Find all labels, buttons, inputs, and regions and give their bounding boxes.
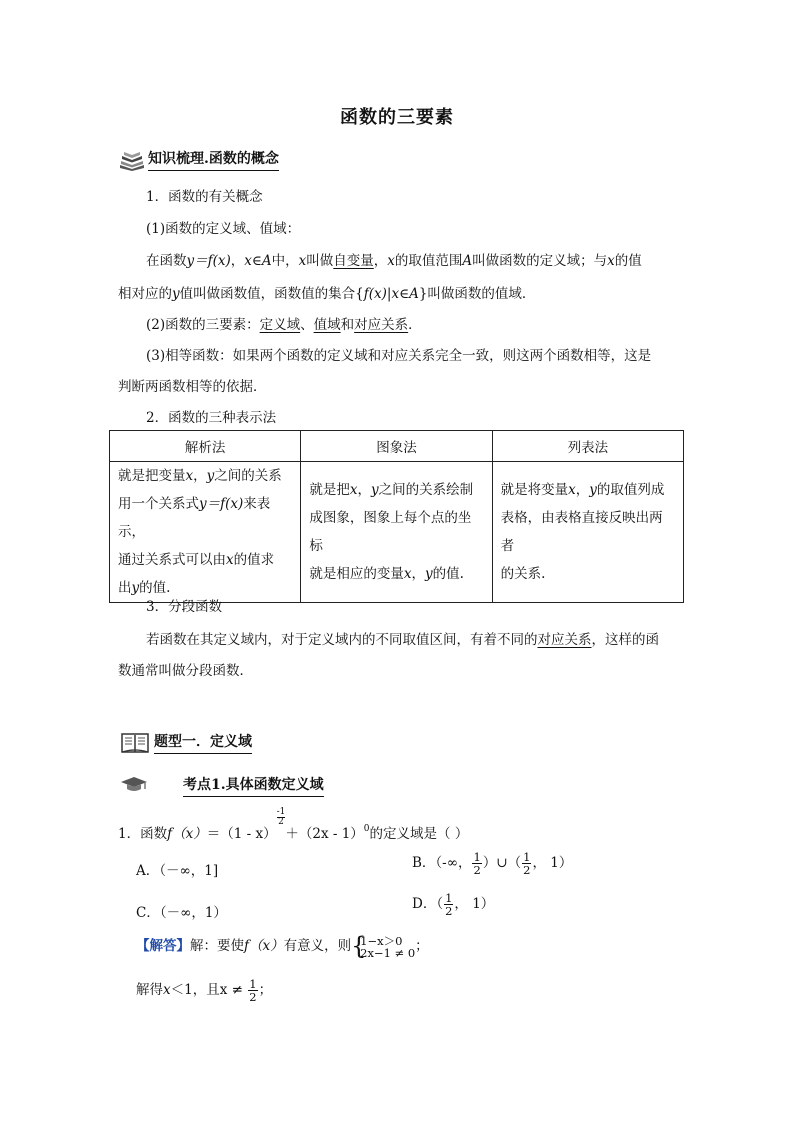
answer-line: 解得x＜1，且x ≠ $\frac{1}{2}$ ； bbox=[136, 977, 273, 1004]
exponent-fraction: $\frac{-1}{2}$ bbox=[276, 807, 286, 827]
option-a[interactable]: A．（－∞，1] bbox=[136, 863, 219, 879]
table-header-row bbox=[110, 431, 684, 462]
answer-tag: 【解答】 bbox=[136, 938, 190, 954]
answer-line: 【解答】解：要使f（x）有意义，则 { 1−x＞0 2x−1 ≠ 0 ； bbox=[136, 934, 429, 959]
section-heading-knowledge bbox=[118, 148, 279, 171]
term-rule: 对应关系 bbox=[354, 317, 409, 333]
open-book-icon bbox=[120, 732, 150, 754]
kaodian-heading bbox=[183, 774, 324, 797]
table-header: 解析法 bbox=[110, 431, 301, 462]
option-c[interactable]: C．（－∞，1） bbox=[136, 905, 227, 921]
table-header: 列表法 bbox=[492, 431, 683, 462]
graduation-cap-icon bbox=[120, 776, 148, 798]
table-row bbox=[110, 462, 684, 603]
paragraph-line: 判断两函数相等的依据． bbox=[118, 379, 267, 395]
representation-table bbox=[109, 430, 684, 603]
item-heading: 1．函数的有关概念 bbox=[146, 189, 263, 205]
table-cell: 就是将变量x，y的取值列成 表格，由表格直接反映出两者 的关系. bbox=[492, 462, 683, 603]
condition-system: { 1−x＞0 2x−1 ≠ 0 bbox=[351, 935, 415, 959]
table-cell: 就是把x，y之间的关系绘制 成图象，图象上每个点的坐标 就是相应的变量x，y的值. bbox=[301, 462, 492, 603]
item-heading: 2．函数的三种表示法 bbox=[146, 410, 277, 426]
books-icon bbox=[118, 149, 146, 171]
table-cell: 就是把变量x，y之间的关系 用一个关系式y＝f(x)来表示， 通过关系式可以由x的值求 出y的值. bbox=[110, 462, 301, 603]
subheading: (2)函数的三要素：定义域、值域和对应关系． bbox=[146, 317, 422, 333]
paragraph-line: 相对应的y值叫做函数值，函数值的集合{f(x)|x∈A}叫做函数的值域． bbox=[118, 286, 536, 302]
paragraph-line: (3)相等函数：如果两个函数的定义域和对应关系完全一致，则这两个函数相等，这是 bbox=[146, 348, 652, 364]
option-b[interactable]: B．（-∞， $\frac{1}{2}$ ）∪（ $\frac{1}{2}$ ， 1） bbox=[412, 850, 573, 877]
term-range: 值域 bbox=[313, 317, 341, 333]
kaodian-label: 考点1.具体函数定义域 bbox=[183, 774, 324, 797]
table-header: 图象法 bbox=[301, 431, 492, 462]
paragraph-line: 数通常叫做分段函数． bbox=[118, 663, 253, 679]
subheading: (1)函数的定义域、值域： bbox=[146, 221, 301, 237]
question-stem: 1．函数f（x）＝（1 - x） $\frac{-1}{2}$ ＋（2x - 1）$^0$的定义域是（ ） bbox=[118, 807, 469, 842]
option-d[interactable]: D．（ $\frac{1}{2}$ ， 1） bbox=[412, 891, 495, 918]
paragraph-line: 在函数y＝f(x)，x∈A中，x叫做自变量，x的取值范围A叫做函数的定义域；与x的值 bbox=[146, 253, 642, 269]
paragraph-line: 若函数在其定义域内，对于定义域内的不同取值区间，有着不同的对应关系，这样的函 bbox=[146, 632, 659, 648]
section-heading-label: 题型一．定义域 bbox=[154, 731, 252, 754]
term-rule: 对应关系 bbox=[537, 632, 592, 648]
term-domain: 定义域 bbox=[259, 317, 301, 333]
item-heading: 3．分段函数 bbox=[146, 599, 223, 615]
section-heading-type bbox=[120, 731, 252, 754]
page-title: 函数的三要素 bbox=[340, 107, 454, 128]
term-independent-variable: 自变量 bbox=[333, 253, 374, 269]
section-heading-label: 知识梳理.函数的概念 bbox=[148, 148, 279, 171]
